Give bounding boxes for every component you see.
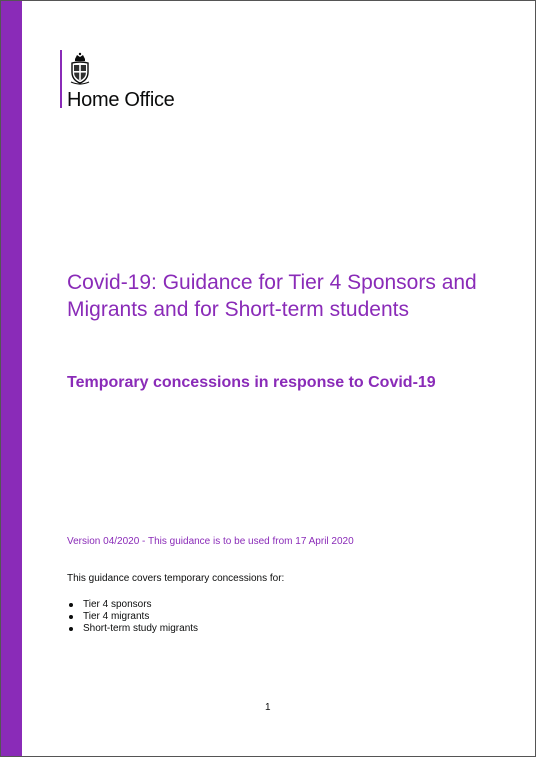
bullet-icon [69,615,73,619]
version-line: Version 04/2020 - This guidance is to be used from 17 April 2020 [67,536,354,547]
bullet-icon [69,603,73,607]
document-title: Covid-19: Guidance for Tier 4 Sponsors and Migrants and for Short-term students [67,271,477,321]
home-office-logo [60,50,210,110]
document-subtitle: Temporary concessions in response to Covid-19 [67,374,436,391]
list-item [67,611,198,623]
royal-crest-icon [68,52,92,86]
intro-text: This guidance covers temporary concessions for: [67,573,285,584]
bullet-icon [69,627,73,631]
list-item-label: Tier 4 sponsors [83,599,152,610]
list-item [67,599,198,611]
logo-divider [60,50,62,108]
list-item [67,623,198,635]
concessions-list [67,599,198,635]
list-item-label: Short-term study migrants [83,623,199,634]
accent-sidebar [1,1,22,756]
list-item-label: Tier 4 migrants [83,611,150,622]
page-number: 1 [265,702,271,713]
logo-wordmark: Home Office [67,89,175,111]
